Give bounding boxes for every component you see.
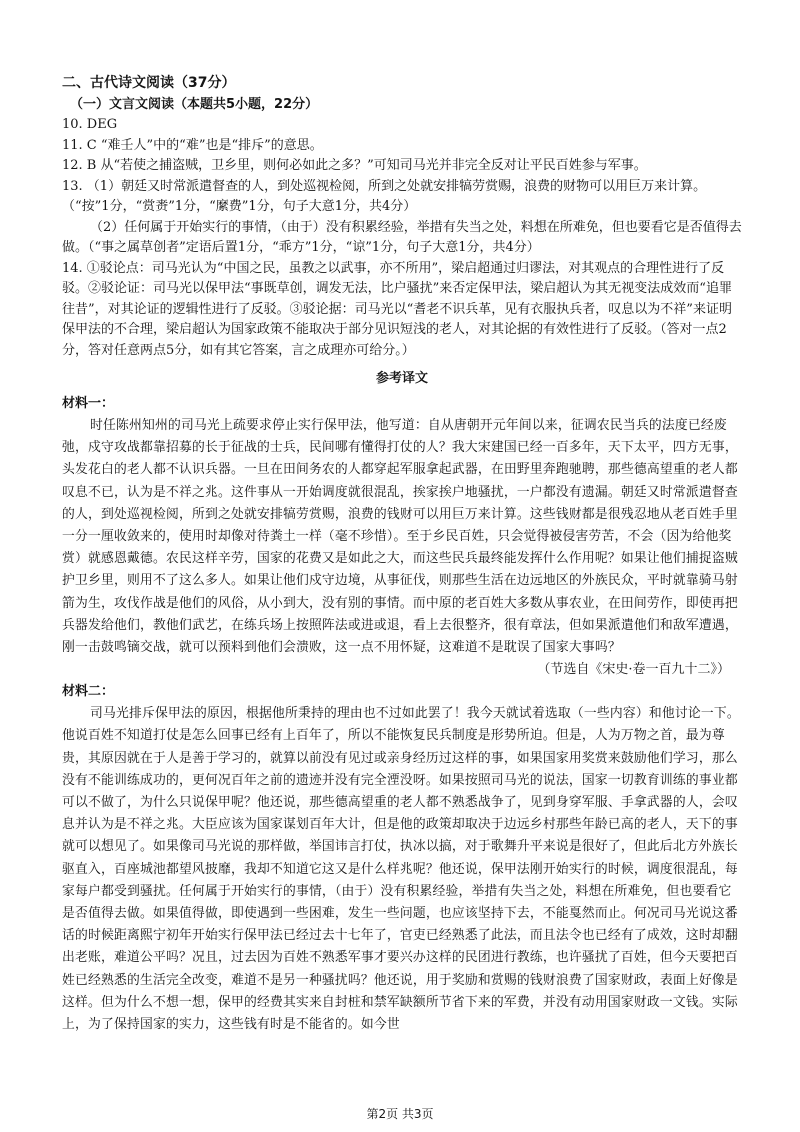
answer-13-1: 13. （1）朝廷又时常派遣督查的人，到处巡视检阅，所到之处就安排犒劳赏赐，浪费的财物可以用巨万来计算。（“按”1分，“赏赉”1分，“縻费”1分，句子大意1分，共4分）: [62, 178, 707, 214]
material-1-text: 时任陈州知州的司马光上疏要求停止实行保甲法，他写道：自从唐朝开元年间以来，征调农民当兵的法度已经废弛，戍守攻战都靠招募的长于征战的士兵，民间哪有懂得打仗的人？我大宋建国已经一百多年，天下太平，四方无事，头发花白的老人都不认识兵器。一旦在田间务农的人都穿起军服拿起武器，在田野里奔跑驰聘，那些德高望重的老人都叹息不已，认为是不祥之兆。这件事从一开始调度就很混乱，挨家挨户地骚扰，一户都没有遗漏。朝廷又时常派遣督查的人，到处巡视检阅，所到之处就安排犒劳赏赐，浪费的钱财可以用巨万来计算。这些钱财都是很残忍地从老百姓手里一分一厘收敛来的，使用时却像对待粪土一样（毫不珍惜）。至于乡民百姓，只会觉得被侵害劳苦，不会（因为给他奖赏）就感恩戴德。农民这样辛劳，国家的花费又是如此之大，而这些民兵最终能发挥什么作用呢？如果让他们捕捉盗贼护卫乡里，则用不了这么多人。如果让他们戍守边境，从事征伐，则那些生活在边远地区的外族民众，平时就靠骑马射箭为生，攻伐作战是他们的风俗，从小到大，没有别的事情。而中原的老百姓大多数从事农业，在田间劳作，即使再把兵器发给他们，教他们武艺，在练兵场上按照阵法或进或退，看上去很整齐，很有章法，但如果派遣他们和敌军遭遇，刚一击鼓鸣镝交战，就可以预料到他们会溃败，这一点不用怀疑，这难道不是耽误了国家大事吗？: [62, 418, 738, 656]
answer-11: 11. C “难壬人”中的“难”也是“排斥”的意思。: [62, 137, 323, 153]
section-title: 二、古代诗文阅读（37分）: [62, 75, 236, 91]
material-2-label: 材料二：: [62, 684, 115, 700]
material-1-source: （节选自《宋史·卷一百九十二》）: [537, 662, 730, 678]
translation-title: 参考译文: [375, 371, 428, 386]
subsection-title: （一）文言文阅读（本题共5小题，22分）: [70, 97, 319, 112]
answer-14: 14. ①驳论点：司马光认为“中国之民，虽教之以武事，亦不所用”，梁启超通过归谬法，对其观点的合理性进行了反驳。②驳论证：司马光以保甲法“事既草创，调发无法，比户骚扰”来否定保甲法，梁启超认为其无视变法成效而“追罪往昔”，对其论证的逻辑性进行了反驳。③驳论据：司马光以“耆老不识兵革，见有衣服执兵者，叹息以为不祥”来证明保甲法的不合理，梁启超认为国家政策不能取决于部分见识短浅的老人，对其论据的有效性进行了反驳。（答对一点2分，答对任意两点5分，如有其它答案，言之成理亦可给分。）: [62, 260, 732, 358]
material-1-label: 材料一：: [62, 396, 115, 411]
answer-12: 12. B 从“若使之捕盗贼，卫乡里，则何必如此之多？”可知司马光并非完全反对让平民百姓参与军事。: [62, 158, 647, 173]
material-2-text: 司马光排斥保甲法的原因，根据他所秉持的理由也不过如此罢了！我今天就试着选取（一些内容）和他讨论一下。他说百姓不知道打仗是怎么回事已经有上百年了，所以不能恢复民兵制度是形势所迫。但是，人为万物之首，最为尊贵，其原因就在于人是善于学习的，就算以前没有见过或亲身经历过这样的事，如果国家用奖赏来鼓励他们学习，那么没有不能训练成功的，更何况百年之前的遗迹并没有完全湮没呀。如果按照司马光的说法，国家一切教育训练的事业都可以不做了，为什么只说保甲呢？他还说，那些德高望重的老人都不熟悉战争了，见到身穿军服、手拿武器的人，会叹息并认为是不祥之兆。大臣应该为国家谋划百年大计，但是他的政策却取决于边远乡村那些年龄已高的老人，天下的事就可以想见了。如果像司马光说的那样做，举国讳言打仗，执冰以搞，对于歌舞升平来说是很好了，但此后北方外族长驱直入，百座城池都望风披靡，我却不知道它这又是什么样兆呢？他还说，保甲法刚开始实行的时候，调度很混乱，每家每户都受到骚扰。任何属于开始实行的事情，（由于）没有积累经验，举措有失当之处，料想在所难免，但也要看它是否值得去做。如果值得做，即使遇到一些困难，发生一些问题，也应该坚持下去，不能戛然而止。何况司马光说这番话的时候距离熙宁初年开始实行保甲法已经过去十七年了，官吏已经熟悉了此法，而且法令也已经有了成效，这时却翻出老账，难道公平吗？况且，过去因为百姓不熟悉军事才要兴办这样的民团进行教练，也许骚扰了百姓，但今天要把百姓已经熟悉的生活完全改变，难道不是另一种骚扰吗？他还说，用于奖励和赏赐的钱财浪费了国家财政，表面上好像是这样。但为什么不想一想，保甲的经费其实来自封桩和禁军缺额所节省下来的军费，并没有动用国家财政一文钱。实际上，为了保持国家的实力，这些钱有时是不能省的。如今世: [62, 706, 740, 1033]
answer-13-2: （2）任何属于开始实行的事情，（由于）没有积累经验，举措有失当之处，料想在所难免，但也要看它是否值得去做。（“事之属草创者”定语后置1分，“乖方”1分，“谅”1分，句子大意1分，共4分）: [62, 219, 742, 255]
page-footer: 第2页 共3页: [366, 1107, 434, 1121]
answer-10: 10. DEG: [62, 117, 118, 132]
